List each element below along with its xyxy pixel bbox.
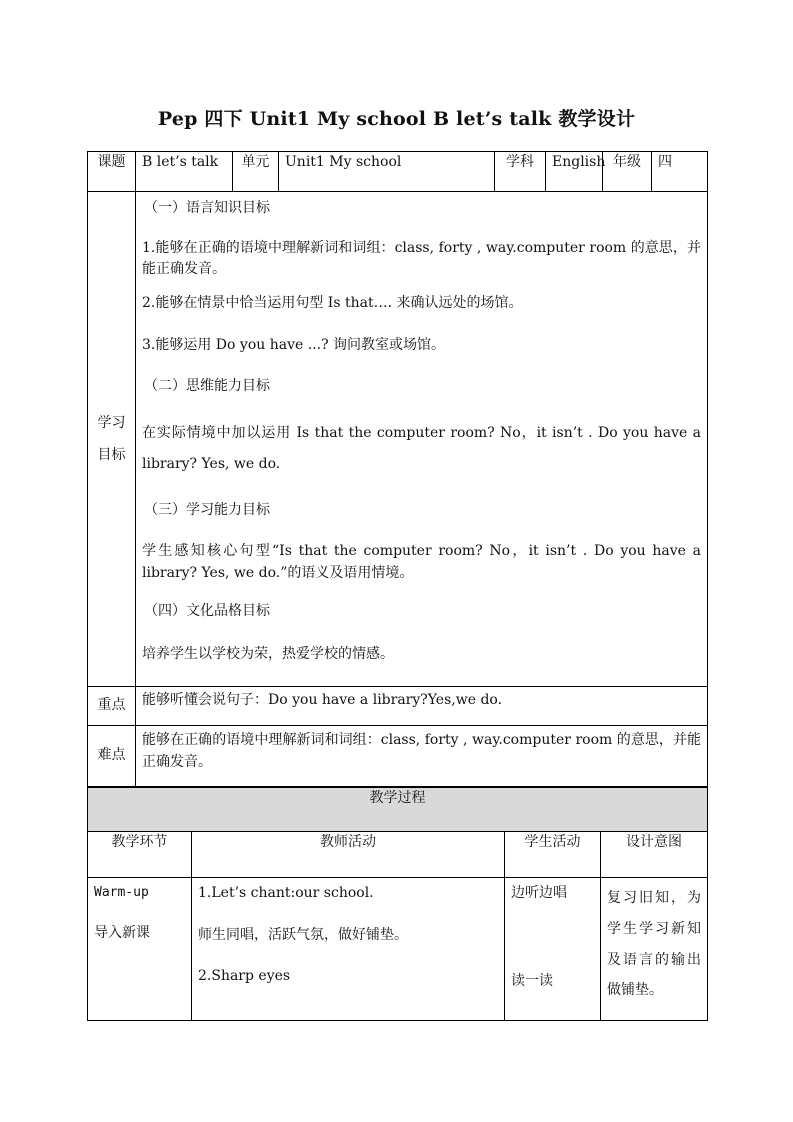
- objective-item-2: 2.能够在情景中恰当运用句型 Is that…. 来确认远处的场馆。: [142, 295, 523, 312]
- document-title: Pep 四下 Unit1 My school B let’s talk 教学设计: [157, 108, 636, 130]
- stage-name: Warm-up: [94, 885, 149, 900]
- column-teacher: 教师活动: [192, 832, 505, 878]
- key-point-text: 能够听懂会说句子：Do you have a library?Yes,we do.: [136, 687, 708, 726]
- lesson-info-table: [87, 151, 708, 687]
- objective-heading-1: （一）语言知识目标: [144, 200, 270, 216]
- stage-subtitle: 导入新课: [94, 925, 150, 942]
- student-activity-2: 读一读: [511, 972, 553, 989]
- subject-value: English: [546, 152, 603, 192]
- process-table: [87, 787, 708, 1021]
- process-row-warmup: [88, 878, 708, 1021]
- teacher-activity-cell: [192, 878, 505, 1021]
- key-point-row: [88, 687, 708, 726]
- difficulty-label: 难点: [88, 726, 136, 787]
- unit-label: 单元: [233, 152, 279, 192]
- objectives-label: 学习 目标: [88, 192, 136, 687]
- header-row: [88, 152, 708, 192]
- column-intent: 设计意图: [601, 832, 708, 878]
- course-label: 课题: [88, 152, 136, 192]
- objective-item-1: 1.能够在正确的语境中理解新词和词组：class, forty , way.computer room 的意思，并能正确发音。: [142, 239, 701, 278]
- objectives-content: [136, 192, 708, 687]
- subject-label: 学科: [495, 152, 546, 192]
- difficulty-text: 能够在正确的语境中理解新词和词组：class, forty , way.computer room 的意思，并能正确发音。: [136, 726, 708, 787]
- process-heading: 教学过程: [88, 788, 708, 832]
- teacher-activity-1: 1.Let’s chant:our school.: [198, 885, 374, 901]
- objective-item-4: 在实际情境中加以运用 Is that the computer room? No，it isn’t . Do you have a library? Yes, we do.: [142, 425, 701, 472]
- objective-heading-2: （二）思维能力目标: [144, 378, 270, 395]
- teacher-activity-3: 2.Sharp eyes: [198, 968, 291, 985]
- stage-cell: [88, 878, 192, 1021]
- objective-heading-3: （三）学习能力目标: [144, 501, 270, 518]
- student-activity-cell: [505, 878, 601, 1021]
- unit-value: Unit1 My school: [279, 152, 495, 192]
- difficulty-row: [88, 726, 708, 787]
- column-stage: 教学环节: [88, 832, 192, 878]
- column-student: 学生活动: [505, 832, 601, 878]
- process-heading-row: [88, 788, 708, 832]
- teacher-activity-2: 师生同唱，活跃气氛，做好铺垫。: [198, 926, 408, 943]
- grade-value: 四: [652, 152, 708, 192]
- objective-item-6: 培养学生以学校为荣，热爱学校的情感。: [142, 646, 394, 663]
- objectives-row: [88, 192, 708, 687]
- design-intent-cell: 复习旧知，为学生学习新知及语言的输出做铺垫。: [601, 878, 708, 1021]
- grade-label: 年级: [603, 152, 652, 192]
- objective-heading-4: （四）文化品格目标: [144, 602, 270, 619]
- objective-item-3: 3.能够运用 Do you have ...? 询问教室或场馆。: [142, 336, 446, 353]
- course-value: B let’s talk: [136, 152, 233, 192]
- objective-item-5: 学生感知核心句型“Is that the computer room? No，it isn’t . Do you have a library? Yes, we do.”的语义及语用情境。: [142, 543, 701, 582]
- process-columns-row: [88, 832, 708, 878]
- key-point-label: 重点: [88, 687, 136, 726]
- key-points-table: [87, 686, 708, 787]
- student-activity-1: 边听边唱: [511, 885, 567, 901]
